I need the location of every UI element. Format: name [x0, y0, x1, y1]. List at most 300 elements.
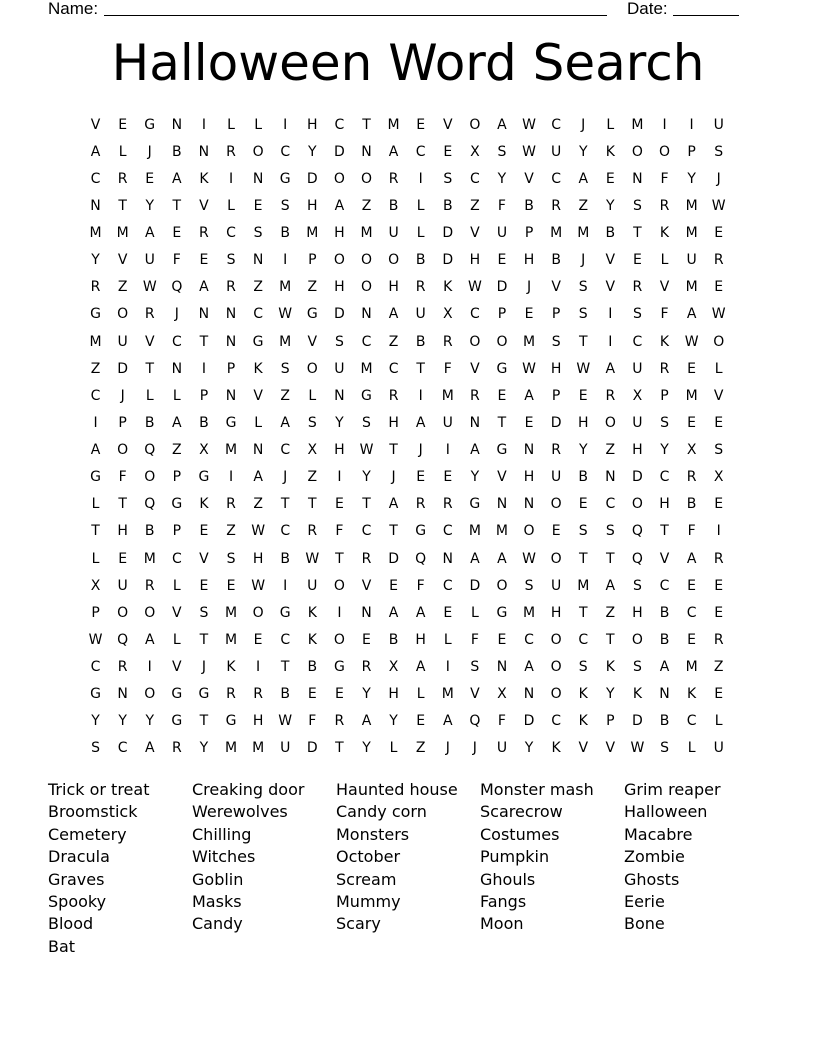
- grid-row: [82, 681, 732, 708]
- grid-cell: E: [714, 225, 724, 242]
- grid-cell: Z: [280, 387, 290, 404]
- grid-cell: B: [172, 143, 182, 160]
- grid-cell: Z: [578, 197, 589, 214]
- grid-cell: A: [144, 631, 155, 648]
- word-list-item: Chilling: [192, 824, 252, 844]
- grid-cell: A: [415, 659, 426, 676]
- grid-row: [82, 518, 732, 545]
- grid-cell: A: [524, 659, 534, 676]
- grid-cell: E: [253, 631, 263, 648]
- grid-cell: Q: [144, 442, 156, 459]
- grid-cell: C: [280, 442, 291, 459]
- grid-cell: N: [361, 306, 372, 323]
- grid-row: [82, 572, 732, 599]
- word-list-item: Halloween: [624, 802, 708, 822]
- grid-cell: Y: [145, 197, 155, 214]
- grid-cell: L: [172, 577, 181, 594]
- grid-cell: F: [416, 577, 425, 594]
- grid-cell: L: [254, 414, 263, 431]
- grid-cell: D: [442, 252, 454, 269]
- grid-cell: U: [496, 740, 508, 757]
- grid-cell: R: [117, 659, 128, 676]
- grid-cell: V: [307, 333, 318, 350]
- grid-cell: E: [497, 252, 507, 269]
- grid-cell: Y: [145, 713, 155, 730]
- grid-cell: A: [497, 550, 507, 567]
- grid-cell: J: [581, 116, 586, 133]
- grid-cell: H: [523, 469, 535, 486]
- grid-cell: M: [279, 279, 292, 296]
- grid-cell: K: [578, 686, 588, 703]
- grid-cell: D: [442, 225, 454, 242]
- grid-row: [82, 708, 732, 735]
- grid-cell: G: [469, 496, 481, 513]
- grid-cell: W: [278, 306, 293, 323]
- grid-cell: P: [118, 414, 127, 431]
- grid-cell: P: [660, 387, 669, 404]
- grid-cell: C: [334, 116, 345, 133]
- grid-row: [82, 437, 732, 464]
- grid-cell: C: [90, 659, 101, 676]
- grid-cell: C: [442, 577, 453, 594]
- grid-cell: H: [415, 631, 426, 648]
- grid-cell: S: [632, 306, 642, 323]
- grid-cell: T: [199, 713, 209, 730]
- grid-cell: B: [144, 523, 155, 540]
- grid-cell: H: [550, 360, 562, 377]
- grid-cell: D: [334, 143, 345, 160]
- grid-cell: E: [443, 469, 453, 486]
- grid-cell: C: [659, 469, 670, 486]
- word-list-item: Zombie: [624, 847, 685, 867]
- grid-cell: W: [142, 279, 157, 296]
- grid-cell: O: [252, 143, 264, 160]
- grid-cell: E: [578, 496, 588, 513]
- grid-cell: H: [550, 604, 562, 621]
- grid-cell: A: [415, 414, 426, 431]
- grid-cell: O: [631, 143, 643, 160]
- page-title: Halloween Word Search: [111, 34, 705, 92]
- grid-cell: S: [714, 442, 724, 459]
- grid-cell: Z: [361, 197, 372, 214]
- grid-cell: Y: [606, 686, 615, 703]
- grid-cell: N: [117, 686, 128, 703]
- grid-cell: I: [418, 170, 423, 187]
- grid-cell: G: [171, 496, 183, 513]
- grid-cell: I: [608, 333, 613, 350]
- grid-cell: C: [605, 496, 616, 513]
- grid-cell: X: [713, 469, 724, 486]
- grid-cell: L: [389, 740, 398, 757]
- grid-cell: C: [388, 360, 399, 377]
- grid-cell: C: [90, 387, 101, 404]
- grid-cell: V: [497, 469, 507, 486]
- grid-cell: M: [224, 442, 238, 459]
- grid-row: [82, 138, 732, 165]
- grid-cell: Z: [713, 659, 724, 676]
- grid-cell: W: [251, 523, 266, 540]
- grid-cell: V: [470, 360, 480, 377]
- grid-cell: B: [551, 252, 561, 269]
- grid-cell: S: [660, 740, 669, 757]
- grid-cell: V: [470, 686, 480, 703]
- grid-cell: O: [523, 523, 535, 540]
- grid-cell: G: [496, 360, 508, 377]
- grid-cell: O: [252, 604, 264, 621]
- grid-cell: L: [416, 686, 425, 703]
- grid-cell: N: [198, 143, 210, 160]
- grid-cell: D: [469, 577, 481, 594]
- grid-cell: Y: [362, 686, 371, 703]
- grid-cell: O: [659, 143, 671, 160]
- grid-cell: H: [577, 414, 589, 431]
- grid-cell: R: [442, 333, 453, 350]
- grid-cell: R: [334, 713, 345, 730]
- grid-cell: M: [387, 116, 400, 133]
- grid-cell: F: [308, 713, 317, 730]
- grid-cell: N: [659, 686, 670, 703]
- grid-cell: W: [251, 577, 266, 594]
- grid-cell: L: [687, 740, 696, 757]
- grid-row: [82, 247, 732, 274]
- grid-cell: W: [88, 631, 103, 648]
- grid-cell: U: [551, 469, 562, 486]
- grid-cell: S: [632, 197, 642, 214]
- grid-cell: S: [551, 333, 561, 350]
- grid-cell: Y: [524, 740, 534, 757]
- grid-cell: K: [199, 496, 209, 513]
- word-list-item: Werewolves: [192, 802, 288, 822]
- word-list: [48, 779, 768, 958]
- grid-cell: Y: [470, 469, 480, 486]
- grid-cell: U: [415, 306, 426, 323]
- grid-cell: R: [307, 523, 318, 540]
- grid-cell: U: [551, 143, 562, 160]
- word-list-item: Bone: [624, 914, 665, 934]
- grid-cell: K: [307, 604, 317, 621]
- grid-cell: M: [495, 523, 508, 540]
- grid-cell: D: [306, 170, 318, 187]
- grid-cell: R: [713, 252, 724, 269]
- grid-cell: G: [361, 387, 372, 404]
- grid-row: [82, 355, 732, 382]
- grid-cell: M: [143, 550, 156, 567]
- grid-cell: R: [551, 442, 561, 459]
- grid-cell: E: [714, 414, 724, 431]
- grid-cell: V: [524, 170, 534, 187]
- grid-cell: E: [145, 170, 155, 187]
- grid-cell: L: [443, 631, 452, 648]
- date-field[interactable]: [673, 15, 739, 16]
- grid-cell: D: [632, 713, 643, 730]
- grid-row: [82, 599, 732, 626]
- grid-cell: I: [283, 577, 288, 594]
- grid-cell: A: [388, 306, 399, 323]
- grid-cell: Z: [415, 740, 426, 757]
- grid-cell: W: [522, 143, 536, 160]
- grid-cell: I: [445, 442, 450, 459]
- grid-cell: M: [577, 577, 590, 594]
- grid-cell: X: [470, 143, 480, 160]
- grid-cell: T: [145, 360, 155, 377]
- grid-cell: C: [659, 577, 670, 594]
- grid-cell: R: [605, 387, 616, 404]
- word-list-item: Haunted house: [336, 780, 458, 799]
- grid-cell: C: [686, 713, 697, 730]
- grid-cell: I: [418, 387, 423, 404]
- grid-cell: E: [605, 170, 615, 187]
- grid-cell: U: [117, 333, 128, 350]
- grid-cell: S: [605, 523, 615, 540]
- grid-cell: E: [307, 686, 317, 703]
- word-list-item: Macabre: [624, 824, 693, 844]
- grid-cell: W: [278, 713, 293, 730]
- grid-cell: Y: [578, 442, 588, 459]
- grid-cell: N: [171, 360, 183, 377]
- grid-cell: V: [199, 550, 209, 567]
- grid-cell: K: [307, 631, 317, 648]
- grid-cell: K: [632, 686, 643, 703]
- grid-cell: T: [91, 523, 100, 540]
- grid-cell: C: [90, 170, 101, 187]
- grid-cell: Y: [335, 414, 344, 431]
- grid-cell: B: [307, 659, 318, 676]
- grid-cell: A: [172, 414, 182, 431]
- grid-cell: S: [91, 740, 100, 757]
- grid-cell: V: [551, 279, 561, 296]
- grid-cell: M: [523, 604, 536, 621]
- grid-cell: R: [659, 360, 670, 377]
- grid-cell: J: [526, 279, 532, 296]
- grid-cell: C: [578, 631, 589, 648]
- grid-cell: N: [171, 116, 183, 133]
- grid-cell: A: [686, 306, 697, 323]
- grid-cell: W: [630, 740, 645, 757]
- grid-cell: A: [605, 577, 616, 594]
- grid-cell: M: [550, 225, 563, 242]
- grid-cell: Q: [469, 713, 481, 730]
- grid-cell: M: [116, 225, 129, 242]
- grid-cell: H: [334, 279, 345, 296]
- grid-cell: X: [632, 387, 643, 404]
- grid-cell: H: [307, 116, 318, 133]
- grid-cell: M: [224, 631, 238, 648]
- grid-cell: L: [714, 713, 723, 730]
- grid-cell: I: [337, 604, 342, 621]
- grid-cell: O: [360, 170, 372, 187]
- word-list-item: Candy: [192, 914, 243, 934]
- grid-cell: V: [578, 740, 589, 757]
- grid-cell: G: [496, 442, 508, 459]
- name-label: Name:: [48, 0, 99, 18]
- grid-cell: O: [550, 631, 562, 648]
- grid-cell: L: [660, 252, 669, 269]
- grid-cell: R: [388, 170, 399, 187]
- grid-cell: E: [416, 116, 426, 133]
- word-list-item: Pumpkin: [480, 847, 550, 867]
- grid-cell: H: [388, 686, 399, 703]
- grid-cell: M: [685, 225, 698, 242]
- grid-cell: Y: [578, 143, 588, 160]
- grid-cell: A: [497, 116, 507, 133]
- grid-cell: W: [684, 333, 699, 350]
- grid-row: [82, 220, 732, 247]
- grid-cell: W: [359, 442, 374, 459]
- grid-cell: C: [117, 740, 128, 757]
- grid-cell: B: [442, 197, 453, 214]
- grid-cell: V: [605, 279, 616, 296]
- grid-cell: C: [551, 170, 562, 187]
- grid-cell: H: [307, 197, 318, 214]
- grid-cell: D: [117, 360, 129, 377]
- grid-cell: S: [470, 659, 480, 676]
- grid-cell: S: [307, 414, 317, 431]
- grid-cell: T: [118, 197, 127, 214]
- grid-cell: C: [280, 143, 291, 160]
- grid-cell: B: [199, 414, 209, 431]
- grid-cell: Y: [497, 170, 507, 187]
- grid-cell: V: [713, 387, 724, 404]
- grid-cell: M: [279, 333, 292, 350]
- grid-cell: O: [550, 659, 562, 676]
- grid-cell: C: [253, 306, 263, 323]
- grid-cell: R: [632, 279, 643, 296]
- grid-cell: H: [117, 523, 128, 540]
- grid-cell: A: [144, 740, 155, 757]
- grid-cell: S: [632, 577, 642, 594]
- grid-cell: K: [443, 279, 453, 296]
- grid-cell: U: [551, 577, 562, 594]
- grid-cell: U: [632, 360, 643, 377]
- grid-cell: V: [442, 116, 453, 133]
- grid-cell: N: [496, 496, 508, 513]
- grid-cell: S: [334, 333, 344, 350]
- grid-cell: P: [687, 143, 696, 160]
- grid-cell: N: [252, 170, 264, 187]
- grid-cell: F: [118, 469, 127, 486]
- grid-cell: Y: [362, 740, 371, 757]
- word-list-item: Grim reaper: [624, 780, 721, 799]
- grid-cell: N: [632, 170, 643, 187]
- grid-cell: S: [443, 170, 453, 187]
- grid-cell: E: [714, 604, 724, 621]
- grid-cell: R: [551, 197, 561, 214]
- grid-cell: O: [117, 604, 129, 621]
- grid-cell: I: [147, 659, 152, 676]
- grid-cell: K: [659, 333, 670, 350]
- name-field[interactable]: [104, 15, 607, 16]
- grid-cell: T: [362, 496, 371, 513]
- grid-cell: R: [415, 279, 426, 296]
- grid-cell: P: [497, 306, 507, 323]
- grid-cell: S: [497, 143, 507, 160]
- grid-cell: A: [90, 442, 101, 459]
- grid-cell: C: [361, 333, 372, 350]
- grid-cell: I: [337, 469, 342, 486]
- grid-cell: B: [659, 713, 670, 730]
- word-list-item: Spooky: [48, 891, 107, 911]
- grid-cell: K: [226, 659, 236, 676]
- grid-cell: N: [225, 387, 237, 404]
- grid-cell: E: [714, 577, 724, 594]
- grid-cell: M: [441, 387, 454, 404]
- grid-cell: Q: [415, 550, 427, 567]
- grid-cell: A: [388, 143, 399, 160]
- grid-cell: P: [172, 523, 182, 540]
- grid-cell: L: [470, 604, 479, 621]
- grid-cell: J: [201, 659, 206, 676]
- word-list-item: Mummy: [336, 891, 401, 911]
- grid-cell: L: [416, 197, 425, 214]
- grid-cell: R: [442, 496, 453, 513]
- word-list-item: Fangs: [480, 891, 527, 911]
- grid-cell: A: [361, 713, 372, 730]
- grid-cell: L: [91, 496, 100, 513]
- grid-cell: T: [335, 550, 344, 567]
- grid-row: [82, 626, 732, 653]
- word-list-item: Blood: [48, 914, 94, 934]
- grid-cell: N: [523, 686, 535, 703]
- grid-cell: U: [334, 360, 345, 377]
- grid-cell: L: [91, 550, 100, 567]
- grid-cell: R: [253, 686, 263, 703]
- grid-cell: Y: [118, 713, 127, 730]
- grid-row: [82, 654, 732, 681]
- grid-cell: M: [252, 740, 265, 757]
- grid-cell: I: [201, 360, 206, 377]
- grid-cell: W: [467, 279, 482, 296]
- grid-cell: L: [308, 387, 317, 404]
- grid-cell: G: [171, 686, 183, 703]
- grid-cell: Z: [253, 496, 263, 513]
- grid-cell: T: [280, 659, 290, 676]
- word-list-item: Scream: [336, 869, 397, 889]
- grid-cell: H: [523, 252, 535, 269]
- grid-cell: T: [416, 360, 425, 377]
- grid-cell: V: [605, 740, 616, 757]
- grid-cell: R: [199, 225, 209, 242]
- grid-cell: I: [256, 659, 261, 676]
- grid-cell: E: [497, 387, 507, 404]
- grid-cell: I: [662, 116, 667, 133]
- word-list-item: Goblin: [192, 869, 244, 889]
- grid-cell: N: [252, 442, 264, 459]
- grid-cell: C: [524, 631, 534, 648]
- grid-cell: L: [172, 631, 181, 648]
- grid-cell: H: [632, 604, 643, 621]
- grid-cell: J: [418, 442, 423, 459]
- grid-cell: A: [686, 550, 697, 567]
- grid-cell: E: [687, 360, 697, 377]
- grid-cell: C: [280, 523, 291, 540]
- grid-cell: O: [333, 170, 345, 187]
- grid-cell: X: [199, 442, 209, 459]
- grid-cell: G: [198, 686, 210, 703]
- grid-cell: T: [362, 116, 371, 133]
- grid-cell: E: [714, 686, 724, 703]
- grid-cell: Q: [631, 523, 643, 540]
- grid-cell: B: [415, 252, 426, 269]
- grid-cell: O: [144, 469, 156, 486]
- grid-cell: E: [632, 252, 642, 269]
- grid-cell: Y: [389, 713, 398, 730]
- grid-cell: P: [551, 306, 561, 323]
- grid-row: [82, 464, 732, 491]
- grid-cell: F: [497, 713, 506, 730]
- grid-cell: I: [716, 523, 721, 540]
- grid-cell: M: [89, 333, 102, 350]
- grid-cell: O: [333, 631, 345, 648]
